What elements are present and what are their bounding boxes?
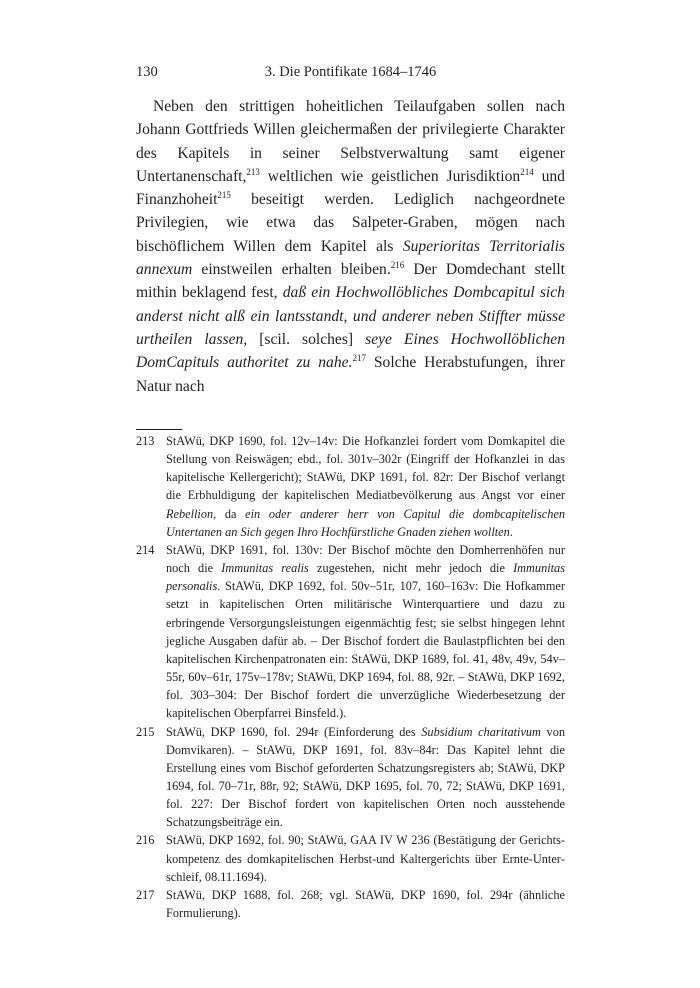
body-italic-text: Superioritas Territorialis annexum (136, 237, 565, 279)
body-paragraph (136, 95, 565, 398)
body-text: Solche Herabstufungen, ihrer Natur nach (136, 354, 566, 395)
footnote-text (166, 541, 565, 723)
footnote-text (166, 831, 565, 885)
footnote-text-run: zugestehen, nicht mehr jedoch die (308, 561, 514, 576)
footnote-italic-text: ein oder anderer herr von Capitul die dombcapitelischen Untertanen an Sich gegen Ihro Hochfürstliche Gnaden ziehen wollten (166, 506, 565, 539)
footnote-number: 215 (136, 724, 155, 739)
page-number: 130 (136, 64, 158, 80)
footnote (136, 886, 565, 922)
footnote-text-run: StAWü, DKP 1688, fol. 268; vgl. StAWü, DKP 1690, fol. 294r (ähnliche Formulierung). (166, 887, 565, 921)
footnote-italic-text: Immunitas personalis (166, 561, 565, 594)
footnotes-section (136, 432, 565, 922)
body-text: beseitigt werden. Lediglich nachgeordnete Privilegien, wie etwa das Salpeter-Graben, mögen nach bischöflichem Willen dem Kapitel als (136, 191, 565, 255)
footnote-text (166, 723, 565, 832)
footnote-number: 214 (136, 542, 155, 557)
footnote-number: 213 (136, 434, 155, 448)
body-italic-text: seye Eines Hochwollöblichen DomCapituls authoritet zu nahe. (136, 330, 566, 372)
body-text: einstweilen erhalten bleiben. (192, 261, 391, 279)
body-text: und Finanzhoheit (136, 167, 565, 209)
footnote-italic-text: Subsidium charitativum (421, 724, 541, 739)
footnote-italic-text: Rebellion (166, 506, 214, 521)
footnote-text-run: , da (213, 506, 246, 521)
footnote-text (166, 432, 565, 541)
footnote-text (166, 886, 565, 922)
body-text: [scil. solches] (247, 330, 366, 348)
body-text: Neben den strittigen hoheitlichen Teilaufgaben sollen nach Johann Gottfrieds Willen gleichermaßen der privilegierte Charakter des Kapitels in seiner Selbstverwaltung samt eigener Untertanenschaft, (136, 98, 565, 185)
footnote-ref: 215 (217, 190, 231, 201)
footnote (136, 432, 565, 541)
running-title: 3. Die Pontifikate 1684–1746 (264, 64, 437, 80)
footnote (136, 831, 565, 885)
footnote-ref: 214 (520, 166, 534, 177)
body-text: Der Domdechant stellt mithin beklagend fest, (136, 261, 566, 302)
footnote-ref: 216 (390, 260, 405, 271)
footnote-number: 217 (136, 887, 155, 902)
footnote-ref: 217 (352, 353, 366, 364)
footnote (136, 541, 565, 723)
body-text: weltlichen wie geistlichen Jurisdiktion (259, 167, 521, 185)
footnote-text-run: . (509, 524, 513, 539)
footnote-text-run: StAWü, DKP 1692, fol. 90; StAWü, GAA IV W 236 (Bestätigung der Gerichtskompetenz des domkapitelischen Herbst-und Kaltergerichts über Ernte-Unterschleif, 08.11.1694). (166, 833, 565, 884)
footnote-text-run: . StAWü, DKP 1692, fol. 50v–51r, 107, 160–163v: Die Hofkammer setzt in kapitelischen Orten militärische Winterquartiere und dazu zu erbringende Versorgungsleistungen eigenmächtig fest; sie selbst hingegen lehnt jegliche Ausgaben dafür ab. – Der Bischof fordert die Baulastpflichten bei den kapitelischen Kirchenpatronaten ein: StAWü, DKP 1689, fol. 41, 48v, 49v, 54v–55r, 60v–61r, 175v–178v; StAWü, DKP 1694, fol. 88, 92r. – StAWü, DKP 1692, fol. 303–304: Der Bischof fordert die unverzügliche Wiederbesetzung der kapitelischen Oberpfarrei Binsfeld.). (166, 579, 565, 721)
body-italic-text: daß ein Hochwollöbliches Dombcapitul sich anderst nicht alß ein lantsstandt, und anderer neben Stiffter müsse urtheilen lassen, (136, 284, 565, 348)
footnote-separator (136, 429, 182, 430)
footnote (136, 723, 565, 832)
footnote-text-run: von Domvikaren). – StAWü, DKP 1691, fol. 83v–84r: Das Kapitel lehnt die Erstellung eines vom Bischof geforderten Schatzungsregisters ab; StAWü, DKP 1694, fol. 70–71r, 88r, 92; StAWü, DKP 1695, fol. 70, 72; StAWü, DKP 1691, fol. 227: Der Bischof fordert von kapitelischen Orten noch ausstehende Schatzungsbeiträge ein. (166, 724, 565, 830)
footnote-text-run: StAWü, DKP 1690, fol. 294r (Einforderung des (166, 724, 422, 739)
running-head (136, 62, 565, 82)
footnote-text-run: StAWü, DKP 1691, fol. 130v: Der Bischof möchte den Domherrenhöfen nur noch die (166, 542, 565, 576)
footnote-text-run: StAWü, DKP 1690, fol. 12v–14v: Die Hofkanzlei fordert vom Domkapitel die Stellung von Reiswägen; ebd., fol. 301v–302r (Eingriff der Hofkanzlei in das kapitelische Kellergericht); StAWü, DKP 1691, fol. 82r: Der Bischof verlangt die Erbhuldigung der kapitelischen Mediatbevölkerung aus Angst vor einer (166, 434, 565, 503)
footnote-italic-text: Immunitas realis (221, 561, 309, 576)
footnote-ref: 213 (246, 166, 260, 177)
footnote-number: 216 (136, 833, 155, 848)
